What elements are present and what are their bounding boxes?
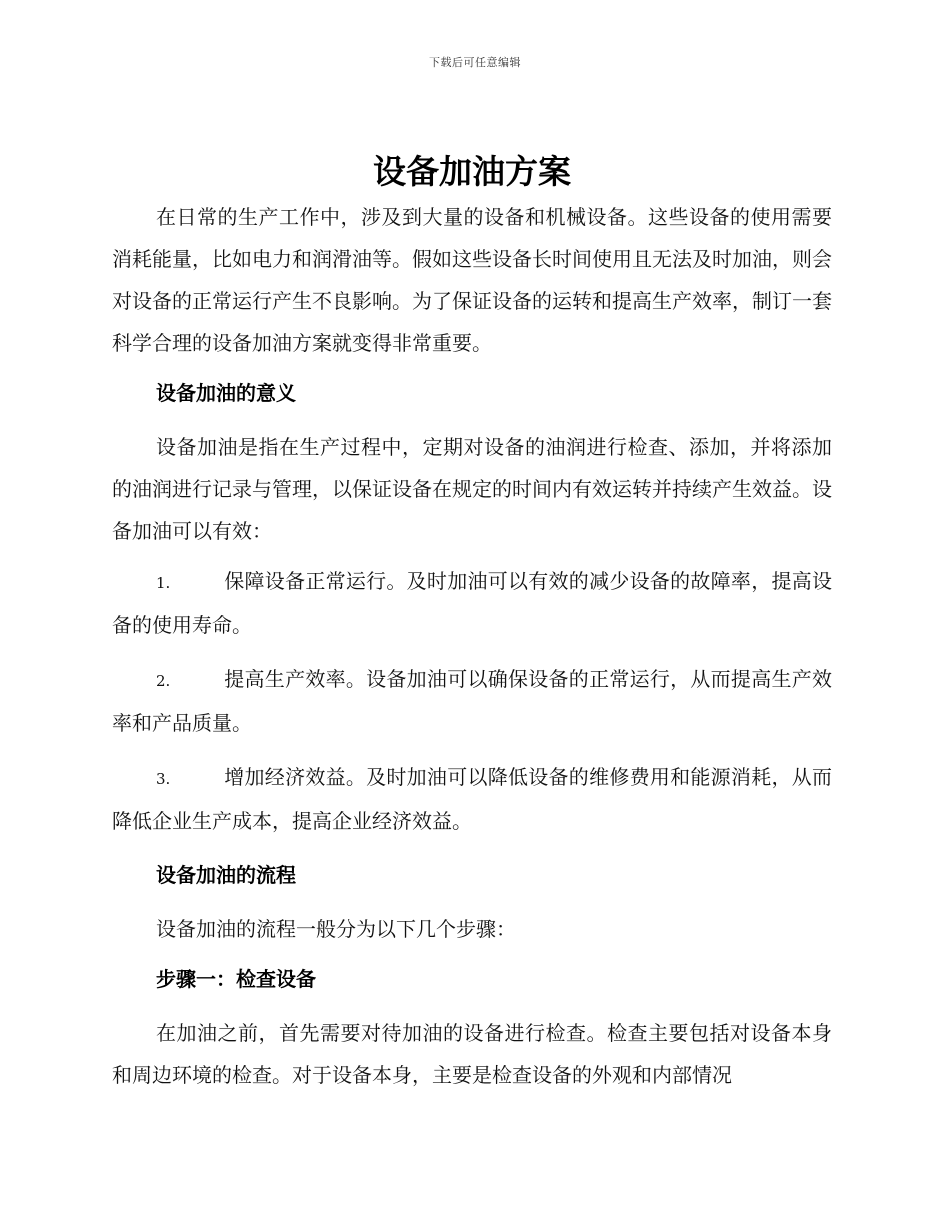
- list-item-text: 保障设备正常运行。及时加油可以有效的减少设备的故障率，提高设备的使用寿命。: [112, 569, 832, 637]
- document-body: [112, 148, 832, 1104]
- list-item-number: 2.: [156, 672, 171, 690]
- section-heading-process: 设备加油的流程: [156, 863, 296, 887]
- list-item-number: 1.: [156, 574, 171, 592]
- list-item: [112, 658, 832, 744]
- step-heading-inspect: 步骤一：检查设备: [156, 967, 316, 991]
- process-paragraph: 设备加油的流程一般分为以下几个步骤：: [156, 917, 516, 941]
- significance-paragraph: 设备加油是指在生产过程中，定期对设备的油润进行检查、添加，并将添加的油润进行记录与管理，以保证设备在规定的时间内有效运转并持续产生效益。设备加油可以有效：: [112, 435, 832, 543]
- step-paragraph-inspect: 在加油之前，首先需要对待加油的设备进行检查。检查主要包括对设备本身和周边环境的检查。对于设备本身，主要是检查设备的外观和内部情况: [112, 1021, 832, 1087]
- list-item: [112, 560, 832, 646]
- list-item: [112, 756, 832, 842]
- document-title: 设备加油方案: [373, 152, 571, 191]
- list-item-number: 3.: [156, 770, 171, 788]
- intro-paragraph: 在日常的生产工作中，涉及到大量的设备和机械设备。这些设备的使用需要消耗能量，比如电力和润滑油等。假如这些设备长时间使用且无法及时加油，则会对设备的正常运行产生不良影响。为了保证设备的运转和提高生产效率，制订一套科学合理的设备加油方案就变得非常重要。: [112, 205, 832, 355]
- page-header: 下载后可任意编辑: [429, 56, 521, 69]
- list-item-text: 增加经济效益。及时加油可以降低设备的维修费用和能源消耗，从而降低企业生产成本，提高企业经济效益。: [112, 765, 832, 833]
- list-item-text: 提高生产效率。设备加油可以确保设备的正常运行，从而提高生产效率和产品质量。: [112, 667, 832, 735]
- section-heading-significance: 设备加油的意义: [156, 381, 296, 405]
